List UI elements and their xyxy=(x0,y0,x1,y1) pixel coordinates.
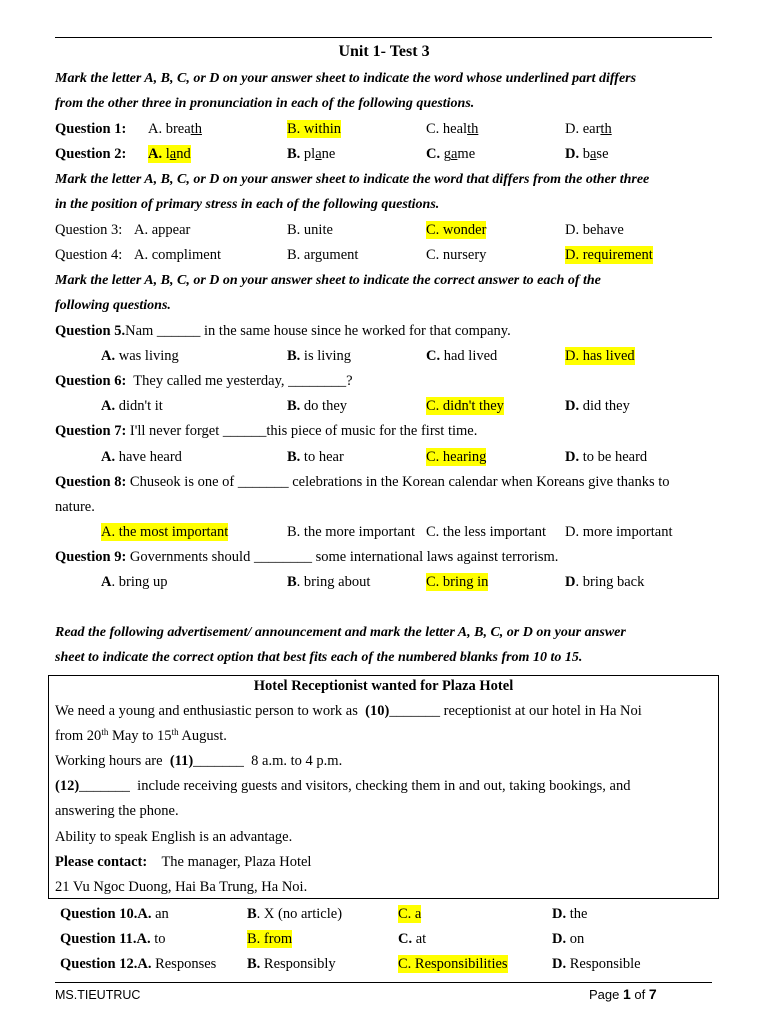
option-letter: A. xyxy=(137,906,152,922)
question-text: They called me yesterday, ________? xyxy=(126,373,353,389)
ad-text: _______ include receiving guests and visitors, checking them in and out, taking bookings, and xyxy=(79,778,631,794)
question-label: Question 5. xyxy=(55,323,126,339)
option-text: did they xyxy=(579,398,630,414)
option-b[interactable] xyxy=(247,905,342,923)
advertisement-line-5: answering the phone. xyxy=(55,803,179,819)
advertisement-line-2 xyxy=(55,727,227,745)
option-b[interactable] xyxy=(287,145,335,163)
option-b-answer[interactable]: B. from xyxy=(247,931,293,947)
total-pages: 7 xyxy=(648,986,657,1002)
option-letter: A. xyxy=(101,398,116,414)
blank-11-label: (11) xyxy=(169,753,194,769)
option-d[interactable]: D. more important xyxy=(565,524,673,540)
underlined-part: th xyxy=(467,121,479,137)
question-stem-continued: nature. xyxy=(55,499,95,515)
question-row xyxy=(60,930,166,948)
question-row xyxy=(60,905,169,923)
question-label: Question 6: xyxy=(55,373,127,389)
option-b[interactable] xyxy=(287,397,347,415)
advertisement-title: Hotel Receptionist wanted for Plaza Hotel xyxy=(253,678,514,694)
question-text: Governments should ________ some international laws against terrorism. xyxy=(126,549,559,565)
option-d-answer[interactable]: D. has lived xyxy=(565,348,635,364)
option-letter: A. xyxy=(137,956,152,972)
option-c-answer[interactable]: C. bring in xyxy=(426,574,489,590)
option-text: g xyxy=(440,146,451,162)
page-title: Unit 1- Test 3 xyxy=(338,43,430,60)
option-letter: A. xyxy=(101,348,116,364)
question-text: I'll never forget ______this piece of music for the first time. xyxy=(126,423,478,439)
option-a[interactable]: A. compliment xyxy=(134,247,221,263)
question-label: Question 12. xyxy=(60,956,138,972)
blank-10-label: (10) xyxy=(365,703,390,719)
option-letter: B. xyxy=(287,146,301,162)
footer-author: MS.TIEUTRUC xyxy=(55,988,141,1002)
advertisement-line-1 xyxy=(55,702,642,720)
footer-page-number xyxy=(589,985,657,1004)
option-d-text: D. ear xyxy=(565,121,601,137)
option-text: Responsibly xyxy=(260,956,336,972)
ad-text: _______ 8 a.m. to 4 p.m. xyxy=(193,753,343,769)
option-d[interactable] xyxy=(565,397,630,415)
option-letter: D. xyxy=(565,398,580,414)
option-c-answer[interactable]: C. didn't they xyxy=(426,398,504,414)
advertisement-contact xyxy=(55,853,311,871)
option-text: have heard xyxy=(115,449,182,465)
option-text: to hear xyxy=(300,449,344,465)
page-word: Page xyxy=(589,987,623,1002)
option-a-answer[interactable] xyxy=(148,145,191,163)
question-label: Question 10. xyxy=(60,906,138,922)
option-letter: C. xyxy=(398,931,413,947)
option-letter: C. xyxy=(426,348,441,364)
question-row xyxy=(60,955,216,973)
option-text: . bring up xyxy=(111,574,168,590)
option-text: . bring about xyxy=(296,574,371,590)
ad-text: Working hours are xyxy=(55,753,170,769)
top-rule xyxy=(55,37,712,38)
option-c-answer[interactable]: C. Responsibilities xyxy=(398,956,508,972)
option-text: is living xyxy=(300,348,352,364)
question-label: Question 7: xyxy=(55,423,127,439)
option-d[interactable] xyxy=(552,955,641,973)
option-c-answer[interactable]: C. a xyxy=(398,906,422,922)
option-letter: D. xyxy=(565,449,580,465)
underlined-part: a xyxy=(169,146,177,162)
question-label: Question 3: xyxy=(55,222,123,238)
current-page: 1 xyxy=(622,986,631,1002)
option-d[interactable]: D. behave xyxy=(565,222,624,238)
option-letter: B. xyxy=(247,956,261,972)
instruction-pronunciation-line1: Mark the letter A, B, C, or D on your answer sheet to indicate the word whose underlined part differs xyxy=(55,71,637,86)
question-label: Question 2: xyxy=(55,146,127,162)
underlined-part: th xyxy=(600,121,612,137)
option-a-text[interactable]: to xyxy=(150,931,166,947)
option-b-answer[interactable]: B. within xyxy=(287,121,341,137)
option-letter: B. xyxy=(287,398,301,414)
option-a-text[interactable]: an xyxy=(151,906,169,922)
instruction-correct-line2: following questions. xyxy=(55,298,171,313)
option-letter: B. xyxy=(287,348,301,364)
question-label: Question 1: xyxy=(55,121,127,137)
instruction-reading-line2: sheet to indicate the correct option that best fits each of the numbered blanks from 10 to 15. xyxy=(55,650,583,665)
ordinal-suffix: th xyxy=(171,727,179,737)
option-letter: D. xyxy=(552,931,567,947)
option-text: at xyxy=(412,931,427,947)
option-a[interactable] xyxy=(101,347,179,365)
option-letter: B xyxy=(287,574,297,590)
option-c[interactable] xyxy=(398,930,426,948)
instruction-reading-line1: Read the following advertisement/ announcement and mark the letter A, B, C, or D on your answer xyxy=(55,625,626,640)
option-letter: D. xyxy=(552,906,567,922)
contact-label: Please contact: xyxy=(55,854,148,870)
option-letter: A. xyxy=(148,146,163,162)
question-label: Question 9: xyxy=(55,549,127,565)
option-letter: D. xyxy=(565,146,580,162)
option-text: didn't it xyxy=(115,398,163,414)
option-a-text[interactable]: Responses xyxy=(151,956,217,972)
option-a[interactable] xyxy=(101,397,163,415)
option-text: ne xyxy=(321,146,336,162)
question-stem xyxy=(55,422,477,440)
advertisement-line-6: Ability to speak English is an advantage. xyxy=(55,829,293,845)
option-b[interactable] xyxy=(287,573,370,591)
option-text: the xyxy=(566,906,588,922)
underlined-part: a xyxy=(450,146,458,162)
option-c[interactable] xyxy=(426,120,478,138)
option-text: se xyxy=(596,146,609,162)
question-label: Question 8: xyxy=(55,474,127,490)
option-b[interactable]: B. the more important xyxy=(287,524,416,540)
ad-text: May to 15 xyxy=(108,728,172,744)
option-a-text: A. brea xyxy=(148,121,191,137)
question-stem xyxy=(55,548,558,566)
option-c[interactable] xyxy=(426,145,475,163)
option-letter: C. xyxy=(426,146,441,162)
option-text: nd xyxy=(176,146,191,162)
instruction-correct-line1: Mark the letter A, B, C, or D on your answer sheet to indicate the correct answer to each of the xyxy=(55,273,601,288)
option-b[interactable] xyxy=(287,347,351,365)
option-text: pl xyxy=(300,146,316,162)
option-text: to be heard xyxy=(579,449,648,465)
footer-rule xyxy=(55,982,712,983)
option-text: Responsible xyxy=(566,956,641,972)
ad-text: August. xyxy=(178,728,227,744)
question-stem xyxy=(55,372,353,390)
option-letter: A. xyxy=(101,449,116,465)
question-label: Question 4: xyxy=(55,247,123,263)
option-letter: A. xyxy=(136,931,151,947)
of-word: of xyxy=(630,987,649,1002)
option-a[interactable] xyxy=(101,573,167,591)
option-text: b xyxy=(579,146,590,162)
ad-text: We need a young and enthusiastic person to work as xyxy=(55,703,366,719)
option-c-text: C. heal xyxy=(426,121,468,137)
option-c[interactable]: C. the less important xyxy=(426,524,547,540)
option-letter: B xyxy=(247,906,257,922)
option-letter: B. xyxy=(287,449,301,465)
option-letter: A xyxy=(101,574,112,590)
option-d[interactable] xyxy=(565,573,644,591)
question-label: Question 11. xyxy=(60,931,137,947)
option-text: had lived xyxy=(440,348,498,364)
option-d[interactable] xyxy=(565,448,647,466)
question-text: Chuseok is one of _______ celebrations in the Korean calendar when Koreans give thanks to xyxy=(126,474,670,490)
option-letter: D. xyxy=(552,956,567,972)
option-text: . X (no article) xyxy=(256,906,343,922)
ad-text: The manager, Plaza Hotel xyxy=(147,854,312,870)
option-b[interactable] xyxy=(287,448,344,466)
advertisement-line-4 xyxy=(55,777,630,795)
option-text: was living xyxy=(115,348,179,364)
option-c-answer[interactable]: C. wonder xyxy=(426,222,487,238)
option-text: l xyxy=(162,146,170,162)
instruction-stress-line1: Mark the letter A, B, C, or D on your answer sheet to indicate the word that differs from the other three xyxy=(55,172,650,187)
option-a-answer[interactable]: A. the most important xyxy=(101,524,229,540)
option-d[interactable] xyxy=(552,930,584,948)
option-d[interactable] xyxy=(552,905,587,923)
instruction-stress-line2: in the position of primary stress in each of the following questions. xyxy=(55,197,440,212)
ad-text: from 20 xyxy=(55,728,102,744)
advertisement-address: 21 Vu Ngoc Duong, Hai Ba Trung, Ha Noi. xyxy=(55,879,308,895)
ad-text: _______ receptionist at our hotel in Ha Noi xyxy=(389,703,642,719)
option-b[interactable]: B. argument xyxy=(287,247,359,263)
option-letter: D xyxy=(565,574,576,590)
blank-12-label: (12) xyxy=(55,778,80,794)
underlined-part: th xyxy=(190,121,202,137)
option-text: on xyxy=(566,931,585,947)
option-text: me xyxy=(457,146,476,162)
option-a[interactable] xyxy=(148,120,202,138)
underlined-part: a xyxy=(315,146,322,162)
option-text: . bring back xyxy=(575,574,645,590)
option-d-answer[interactable]: D. requirement xyxy=(565,247,653,263)
option-text: do they xyxy=(300,398,348,414)
option-b[interactable]: B. unite xyxy=(287,222,333,238)
option-a[interactable] xyxy=(101,448,182,466)
underlined-part: a xyxy=(589,146,597,162)
option-c[interactable]: C. nursery xyxy=(426,247,487,263)
question-stem xyxy=(55,473,670,491)
option-c[interactable] xyxy=(426,347,497,365)
option-a[interactable]: A. appear xyxy=(134,222,191,238)
question-stem xyxy=(55,322,511,340)
ordinal-suffix: th xyxy=(101,727,109,737)
option-b[interactable] xyxy=(247,955,336,973)
option-d[interactable] xyxy=(565,145,609,163)
option-d[interactable] xyxy=(565,120,612,138)
question-text: Nam ______ in the same house since he worked for that company. xyxy=(125,323,511,339)
instruction-pronunciation-line2: from the other three in pronunciation in each of the following questions. xyxy=(55,96,475,111)
advertisement-line-3 xyxy=(55,752,342,770)
option-c-answer[interactable]: C. hearing xyxy=(426,449,487,465)
